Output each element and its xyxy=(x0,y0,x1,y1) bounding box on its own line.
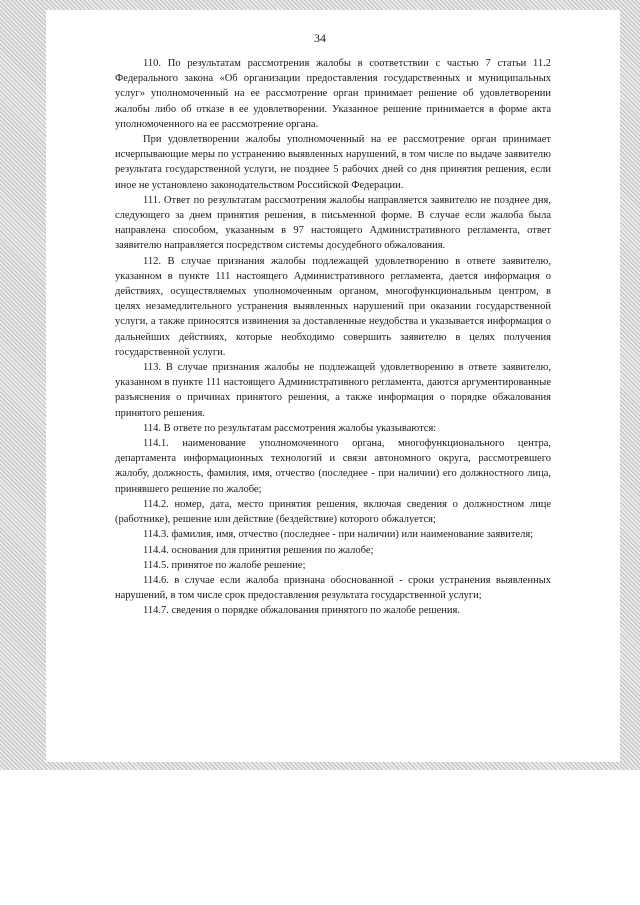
document-body xyxy=(115,56,551,619)
paragraph-112: 112. В случае признания жалобы подлежащей удовлетворению в ответе заявителю, указанном в пункте 111 настоящего Административного регламента, дается информация о действиях, осуществляемых уполномоченным органом, многофункциональным центром, в целях незамедлительного устранения выявленных нарушений при оказании государственной услуги, а также приносятся извинения за доставленные неудобства и указывается информация о дальнейших действиях, которые необходимо совершить заявителю в целях получения государственной услуги. xyxy=(115,255,551,358)
paragraph-111: 111. Ответ по результатам рассмотрения жалобы направляется заявителю не позднее дня, следующего за днем принятия решения, в письменной форме. В случае если жалоба была направлена способом, указанным в 97 настоящего Административного регламента, ответ заявителю направляется посредством системы досудебного обжалования. xyxy=(115,194,551,252)
scan-border-left xyxy=(0,0,46,770)
paragraph-114-4: 114.4. основания для принятия решения по жалобе; xyxy=(143,544,374,556)
paragraph-114-6: 114.6. в случае если жалоба признана обоснованной - сроки устранения выявленных нарушений, в том числе срок предоставления результата государственной услуги; xyxy=(115,574,551,602)
paragraph-110-remedy: При удовлетворении жалобы уполномоченный на ее рассмотрение орган принимает исчерпывающие меры по устранению выявленных нарушений, в том числе по выдаче заявителю результата государственной услуги, не позднее 5 рабочих дней со дня принятия решения, если иное не установлено законодательством Российской Федерации. xyxy=(115,134,551,191)
paragraph-114-1: 114.1. наименование уполномоченного органа, многофункционального центра, департамента информационных технологий и связи автономного округа, рассмотревшего жалобу, должность, фамилия, имя, отчество (последнее - при наличии) его должностного лица, принявшего решение по жалобе; xyxy=(115,438,551,495)
scan-border-top xyxy=(0,0,640,10)
paragraph-114-2: 114.2. номер, дата, место принятия решения, включая сведения о должностном лице (работнике), решение или действие (бездействие) которого обжалуется; xyxy=(115,498,551,526)
scan-border-right xyxy=(620,0,640,770)
paragraph-114-3: 114.3. фамилия, имя, отчество (последнее - при наличии) или наименование заявителя; xyxy=(143,529,534,541)
paragraph-110: 110. По результатам рассмотрения жалобы в соответствии с частью 7 статьи 11.2 Федерального закона «Об организации предоставления государственных и муниципальных услуг» уполномоченный на ее рассмотрение орган принимает решение об удовлетворении жалобы либо об отказе в ее удовлетворении. Указанное решение принимается в форме акта уполномоченного на ее рассмотрение органа. xyxy=(115,58,551,130)
paragraph-114-7: 114.7. сведения о порядке обжалования принятого по жалобе решения. xyxy=(143,605,460,617)
paragraph-114: 114. В ответе по результатам рассмотрения жалобы указываются: xyxy=(143,422,437,434)
scan-border-bottom xyxy=(0,762,640,770)
page-number: 34 xyxy=(314,31,326,45)
paragraph-114-5: 114.5. принятое по жалобе решение; xyxy=(143,559,306,571)
paragraph-113: 113. В случае признания жалобы не подлежащей удовлетворению в ответе заявителю, указанном в пункте 111 настоящего Административного регламента, даются аргументированные разъяснения о причинах принятого решения, а также информация о порядке обжалования принятого решения. xyxy=(115,362,551,419)
